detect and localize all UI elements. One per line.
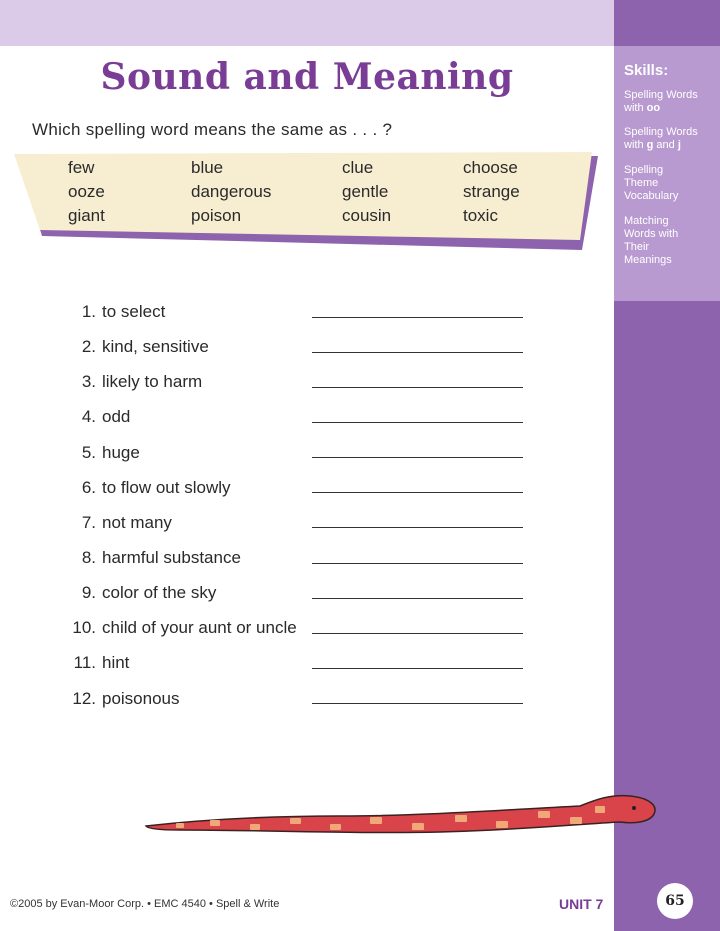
item-clue: likely to harm (102, 372, 203, 391)
item-number: 6. (81, 478, 96, 497)
answer-line[interactable] (312, 527, 523, 528)
answer-line[interactable] (312, 492, 523, 493)
word-bank-word: poison (191, 206, 242, 225)
skill-item: Spelling Words with oo (624, 89, 698, 114)
item-clue: odd (102, 407, 131, 426)
answer-line[interactable] (312, 598, 523, 599)
item-number: 3. (81, 372, 96, 391)
page-title: Sound and Meaning (100, 56, 514, 98)
item-clue: kind, sensitive (102, 337, 209, 356)
item-clue: color of the sky (102, 583, 217, 602)
item-number: 4. (81, 407, 96, 426)
word-bank-word: choose (463, 158, 518, 177)
instructions: Which spelling word means the same as . . . ? (32, 120, 393, 139)
answer-line[interactable] (312, 633, 523, 634)
answer-line[interactable] (312, 457, 523, 458)
item-clue: poisonous (102, 689, 180, 708)
item-clue: hint (102, 653, 130, 672)
word-bank-word: few (68, 158, 95, 177)
item-clue: not many (102, 513, 172, 532)
item-number: 8. (81, 548, 96, 567)
item-number: 11. (73, 653, 96, 672)
word-bank-word: strange (463, 182, 520, 201)
item-number: 12. (72, 689, 96, 708)
item-number: 10. (72, 618, 96, 637)
word-bank-word: gentle (342, 182, 389, 201)
item-clue: child of your aunt or uncle (102, 618, 297, 637)
skill-item: Matching Words with Their Meanings (624, 215, 679, 266)
word-bank-word: clue (342, 158, 374, 177)
skill-item: Spelling Words with g and j (624, 126, 698, 151)
answer-line[interactable] (312, 422, 523, 423)
item-number: 5. (81, 443, 96, 462)
item-clue: to flow out slowly (102, 478, 231, 497)
unit-label: UNIT 7 (559, 896, 604, 912)
item-number: 2. (81, 337, 96, 356)
item-clue: huge (102, 443, 140, 462)
page-number: 65 (665, 893, 685, 909)
answer-line[interactable] (312, 387, 523, 388)
item-number: 1. (81, 302, 96, 321)
item-number: 7. (81, 513, 96, 532)
item-clue: harmful substance (102, 548, 241, 567)
answer-line[interactable] (312, 668, 523, 669)
item-clue: to select (102, 302, 166, 321)
answer-line[interactable] (312, 703, 523, 704)
word-bank-word: cousin (342, 206, 392, 225)
item-number: 9. (81, 583, 96, 602)
word-bank-word: ooze (68, 182, 105, 201)
word-bank-word: giant (68, 206, 105, 225)
snake-illustration (140, 786, 660, 836)
skills-title: Skills: (624, 62, 669, 79)
answer-line[interactable] (312, 352, 523, 353)
word-bank-word: toxic (463, 206, 498, 225)
word-bank-word: blue (191, 158, 224, 177)
answer-line[interactable] (312, 563, 523, 564)
header-band (0, 0, 614, 46)
copyright: ©2005 by Evan-Moor Corp. • EMC 4540 • Spell & Write (10, 898, 280, 910)
skill-item: Spelling Theme Vocabulary (624, 164, 679, 202)
answer-line[interactable] (312, 317, 523, 318)
word-bank-word: dangerous (191, 182, 272, 201)
